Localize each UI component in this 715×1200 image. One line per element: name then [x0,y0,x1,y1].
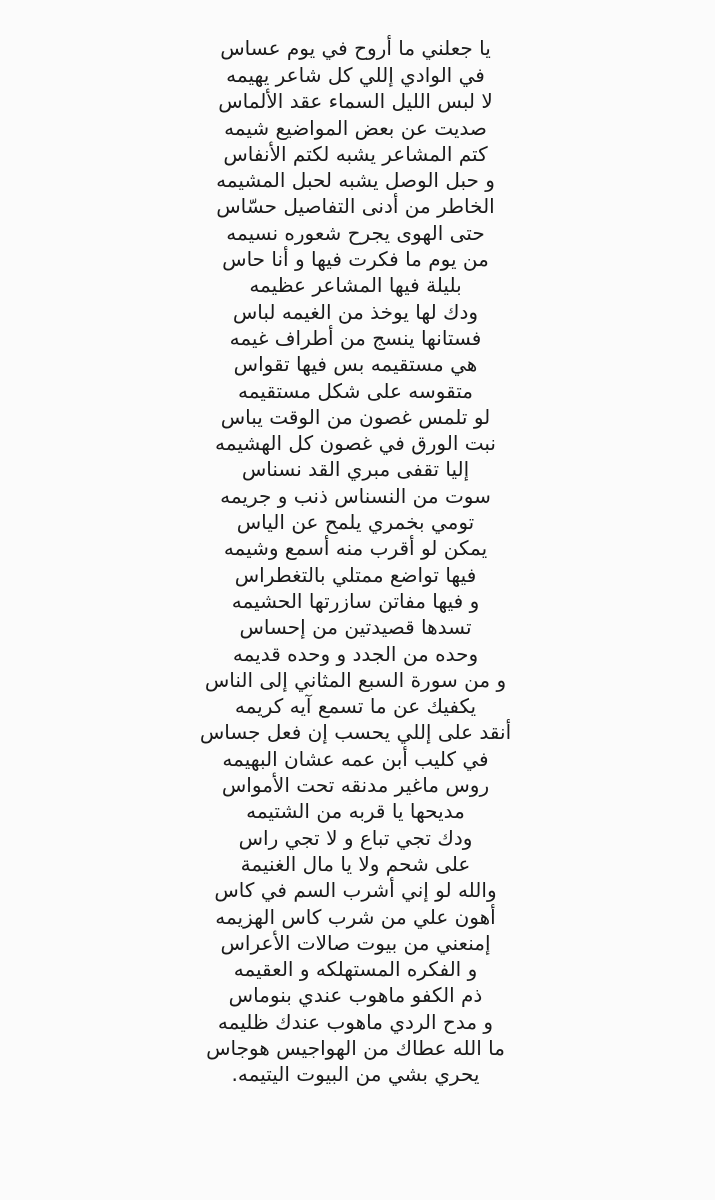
poem-line: كتم المشاعر يشبه لكتم الأنفاس [223,141,488,166]
poem-line: ذم الكفو ماهوب عندي بنوماس [228,983,483,1008]
poem-line: تومي بخمري يلمح عن الياس [236,510,475,535]
poem-text [0,34,715,1088]
poem-line: نبت الورق في غصون كل الهشيمه [215,431,496,456]
poem-line: أهون علي من شرب كاس الهزيمه [215,904,496,929]
poem-line: لا لبس الليل السماء عقد الألماس [218,89,493,114]
poem-line: يحري بشي من البيوت اليتيمه. [231,1062,480,1087]
poem-line: يكفيك عن ما تسمع آيه كريمه [234,694,477,719]
poem-line: ودك لها يوخذ من الغيمه لباس [232,299,479,324]
poem-line: ودك تجي تباع و لا تجي راس [238,825,473,850]
poem-line: صديت عن بعض المواضيع شيمه [224,115,487,140]
poem-line: على شحم ولا يا مال الغنيمة [240,851,471,876]
poem-line: سوت من النسناس ذنب و جريمه [220,483,491,508]
poem-line: و الفكره المستهلكه و العقيمه [233,957,478,982]
poem-line: و من سورة السبع المثاني إلى الناس [204,667,507,692]
poem-line: و فيها مفاتن سازرتها الحشيمه [231,588,480,613]
poem-line: روس ماغير مدنقه تحت الأمواس [221,773,490,798]
poem-line: لو تلمس غصون من الوقت يباس [220,404,491,429]
poem-line: وحده من الجدد و وحده قديمه [232,641,479,666]
poem-line: أنقد على إللي يحسب إن فعل جساس [199,720,512,745]
poem-line: متقوسه على شكل مستقيمه [238,378,473,403]
poem-line: هي مستقيمه بس فيها تقواس [233,352,478,377]
poem-line: و حبل الوصل يشبه لحبل المشيمه [216,168,495,193]
poem-line: إمنعني من بيوت صالات الأعراس [220,930,491,955]
poem-line: تسدها قصيدتين من إحساس [239,615,472,640]
poem-line: إليا تقفى مبري القد نسناس [241,457,470,482]
poem-line: الخاطر من أدنى التفاصيل حسّاس [216,194,495,219]
poem-line: من يوم ما فكرت فيها و أنا حاس [222,247,489,272]
poem-line: فيها تواضع ممتلي بالتغطراس [234,562,477,587]
poem-line: يا جعلني ما أروح في يوم عساس [220,36,491,60]
poem-line: و مدح الردي ماهوب عندك ظليمه [217,1009,494,1034]
poem-line: يمكن لو أقرب منه أسمع وشيمه [223,536,488,561]
poem-line: في كليب أبن عمه عشان البهيمه [222,746,489,771]
poem-line: والله لو إني أشرب السم في كاس [214,878,497,903]
poem-line: مديحها يا قربه من الشتيمه [246,799,465,824]
poem-line: حتى الهوى يجرح شعوره نسيمه [226,220,485,245]
poem-line: بليلة فيها المشاعر عظيمه [249,273,462,298]
poem-line: في الوادي إللي كل شاعر يهيمه [226,63,485,87]
poem-line: ما الله عطاك من الهواجيس هوجاس [206,1035,505,1060]
poem-line: فستانها ينسج من أطراف غيمه [229,325,482,350]
